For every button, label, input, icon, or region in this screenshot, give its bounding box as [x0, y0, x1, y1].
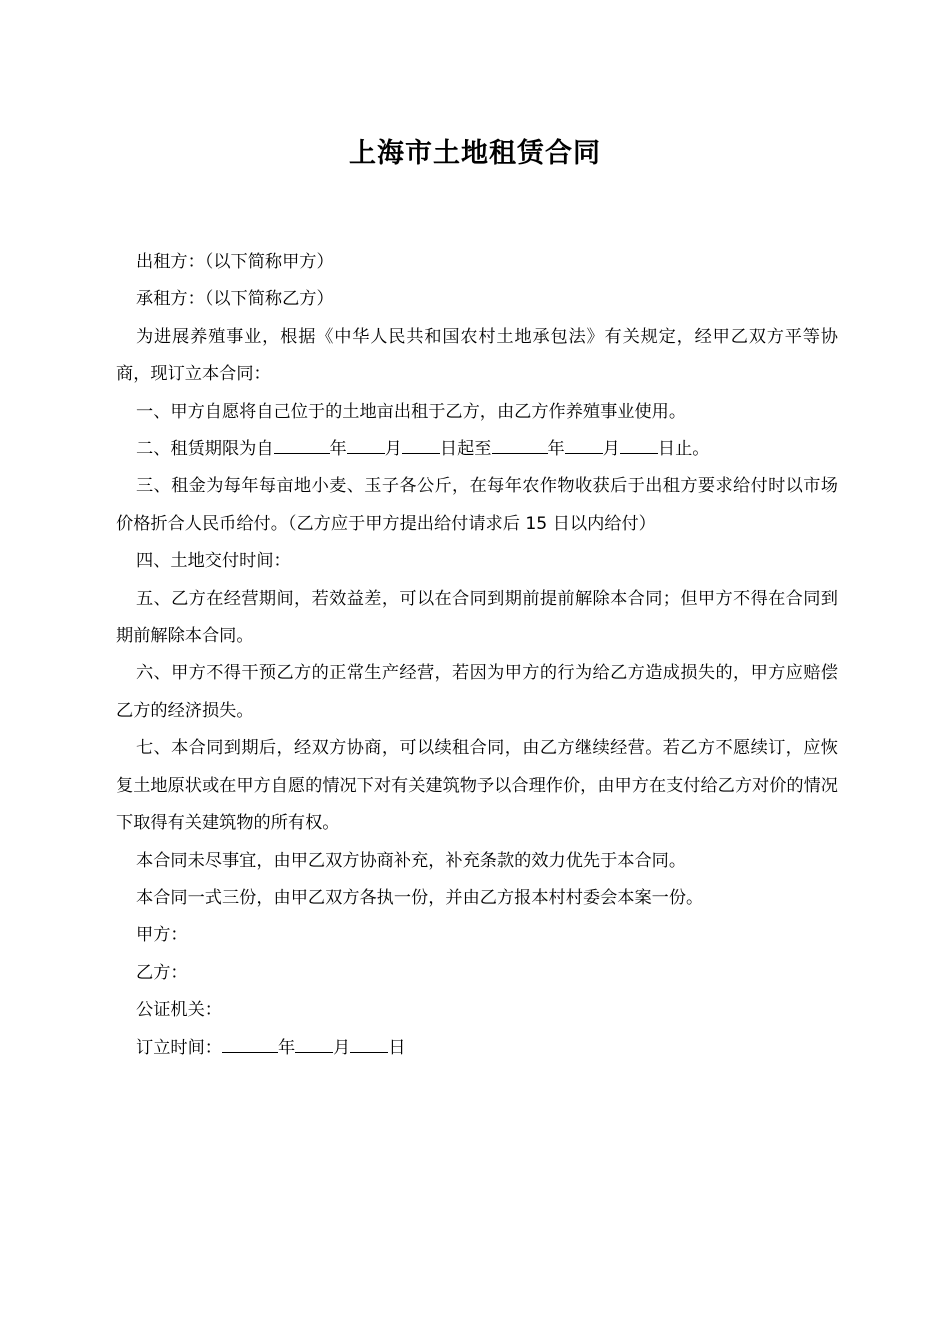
- clause-2-term: [116, 431, 838, 468]
- blank-field: [565, 437, 603, 454]
- term-month-label: 月: [384, 439, 402, 460]
- party-b-signature: 乙方：: [136, 962, 188, 983]
- clause-7: 七、本合同到期后，经双方协商，可以续租合同，由乙方继续经营。若乙方不愿续订，应恢复土地原状或在甲方自愿的情况下对有关建筑物予以合理作价，由甲方在支付给乙方对价的情况下取得有关建筑物的所有权。: [116, 738, 838, 834]
- blank-field: [402, 437, 440, 454]
- term-year-label: 年: [329, 439, 347, 460]
- party-a-signature: 甲方：: [136, 925, 188, 946]
- clause-5: 五、乙方在经营期间，若效益差，可以在合同到期前提前解除本合同；但甲方不得在合同到期前解除本合同。: [116, 588, 838, 647]
- clause-6: 六、甲方不得干预乙方的正常生产经营，若因为甲方的行为给乙方造成损失的，甲方应赔偿乙方的经济损失。: [116, 663, 838, 721]
- signing-day-label: 日: [388, 1037, 406, 1058]
- clause-1: 一、甲方自愿将自己位于的土地亩出租于乙方，由乙方作养殖事业使用。: [136, 401, 687, 422]
- copies-paragraph: 本合同一式三份，由甲乙双方各执一份，并由乙方报本村村委会本案一份。: [136, 887, 704, 908]
- blank-field: [222, 1036, 278, 1053]
- blank-field: [295, 1036, 333, 1053]
- signing-year-label: 年: [277, 1037, 296, 1058]
- supplement-paragraph: 本合同未尽事宜，由甲乙双方协商补充，补充条款的效力优先于本合同。: [136, 850, 687, 871]
- blank-field: [350, 1036, 388, 1053]
- term-year-label-2: 年: [547, 439, 565, 460]
- lessee-line: 承租方：（以下简称乙方）: [136, 289, 334, 310]
- signing-month-label: 月: [333, 1037, 351, 1058]
- preamble-paragraph: 为进展养殖事业，根据《中华人民共和国农村土地承包法》有关规定，经甲乙双方平等协商，现订立本合同：: [116, 326, 838, 385]
- lessor-line: 出租方：（以下简称甲方）: [136, 252, 334, 272]
- blank-field: [274, 437, 330, 454]
- document-body: [116, 244, 838, 1067]
- blank-field: [492, 437, 548, 454]
- signing-date-line: [116, 1030, 838, 1067]
- notary-line: 公证机关：: [136, 1000, 222, 1021]
- document-title: 上海市土地租赁合同: [349, 138, 601, 169]
- signing-date-prefix: 订立时间：: [136, 1037, 222, 1058]
- clause-3: 三、租金为每年每亩地小麦、玉子各公斤，在每年农作物收获后于出租方要求给付时以市场价格折合人民币给付。（乙方应于甲方提出给付请求后 15 日以内给付）: [116, 476, 838, 534]
- blank-field: [347, 437, 385, 454]
- clause-2-prefix: 二、租赁期限为自: [136, 439, 274, 460]
- blank-field: [620, 437, 658, 454]
- term-day-label-2: 日止。: [657, 439, 710, 460]
- term-month-label-2: 月: [602, 439, 620, 460]
- term-day-label: 日起至: [439, 439, 492, 460]
- clause-4: 四、土地交付时间：: [136, 551, 291, 572]
